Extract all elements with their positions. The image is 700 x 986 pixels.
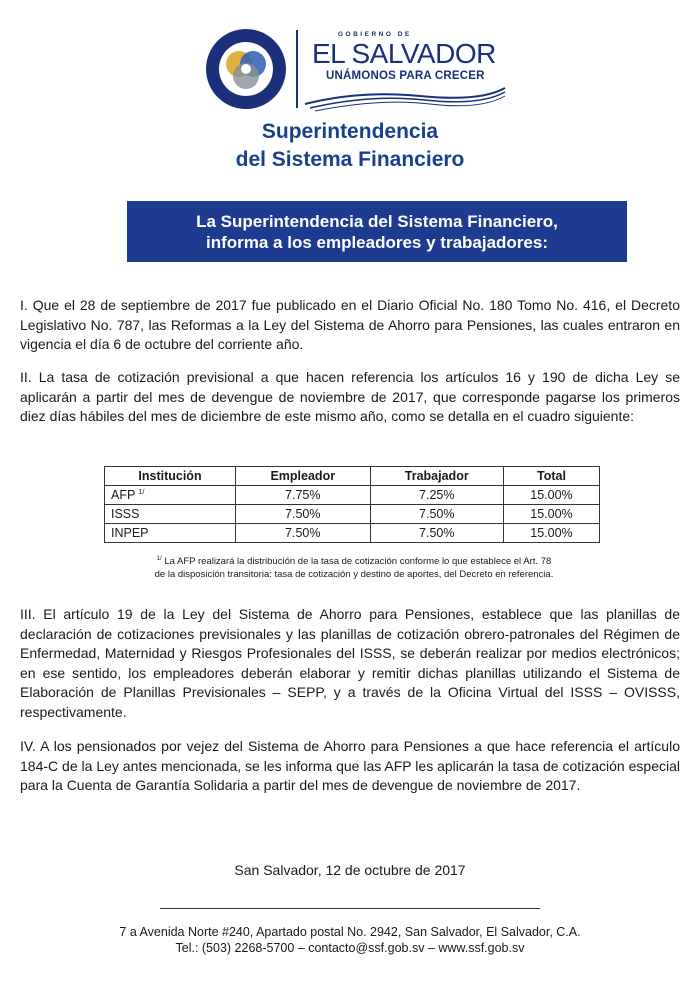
header-institution: Institución — [105, 467, 236, 486]
paragraph-2: II. La tasa de cotización previsional a que hacen referencia los artículos 16 y 190 de dicha Ley se aplicarán a partir del mes de devengue de noviembre de 2017, que corresponde pagarse los primeros diez días hábiles del mes de diciembre de este mismo año, como se detalla en el cuadro siguiente: — [20, 369, 680, 424]
gov-slogan: UNÁMONOS PARA CRECER — [326, 70, 485, 82]
footnote-marker: 1/ — [138, 488, 145, 496]
paragraph-1: I. Que el 28 de septiembre de 2017 fue publicado en el Diario Oficial No. 180 Tomo No. 416, el Decreto Legislativo No. 787, las Reformas a la Ley del Sistema de Ahorro para Pensiones, las cuales entraron en vigencia el día 6 de octubre del corriente año. — [20, 297, 680, 352]
row-employer: 7.75% — [236, 486, 371, 505]
organization-name — [0, 118, 700, 174]
footnote-marker: 1/ — [156, 556, 162, 562]
table-row — [105, 524, 600, 543]
row-institution — [105, 486, 236, 505]
gov-name: EL SALVADOR — [312, 38, 496, 69]
institution-label: AFP — [111, 488, 136, 502]
banner-line2: informa a los empleadores y trabajadores: — [205, 232, 548, 252]
gov-small-text: GOBIERNO DE — [338, 31, 412, 38]
footnote-line2: de la disposición transitoria: tasa de cotización y destino de aportes, del Decreto en referencia. — [154, 569, 554, 581]
contribution-rates-table — [104, 466, 600, 543]
org-name-line2: del Sistema Financiero — [235, 148, 465, 171]
table-row — [105, 505, 600, 524]
header-worker: Trabajador — [370, 467, 503, 486]
address-line1: 7 a Avenida Norte #240, Apartado postal No. 2942, San Salvador, El Salvador, C.A. — [119, 925, 581, 939]
row-employer: 7.50% — [236, 524, 371, 543]
table-row — [105, 486, 600, 505]
ssf-seal-logo — [205, 28, 287, 110]
table-footnote — [104, 553, 604, 581]
banner-line1: La Superintendencia del Sistema Financiero, — [196, 211, 558, 231]
header-divider — [296, 30, 298, 108]
paragraph-4: IV. A los pensionados por vejez del Sistema de Ahorro para Pensiones a que hace referencia el artículo 184-C de la Ley antes mencionada, se les informa que las AFP les aplicarán la tasa de cotización especial para la Cuenta de Garantía Solidaria a partir del mes de devengue de noviembre de 2017. — [20, 738, 680, 793]
place-and-date: San Salvador, 12 de octubre de 2017 — [234, 862, 466, 878]
address-line2: Tel.: (503) 2268-5700 – contacto@ssf.gob.sv – www.ssf.gob.sv — [175, 941, 525, 955]
org-name-line1: Superintendencia — [261, 120, 439, 143]
row-worker: 7.50% — [370, 524, 503, 543]
footnote-line1 — [104, 553, 604, 568]
table-header-row — [105, 467, 600, 486]
wave-lines-icon — [300, 82, 510, 112]
row-total: 15.00% — [503, 505, 599, 524]
row-employer: 7.50% — [236, 505, 371, 524]
row-worker: 7.50% — [370, 505, 503, 524]
footer-rule — [160, 908, 540, 909]
announcement-banner — [127, 201, 627, 262]
row-worker: 7.25% — [370, 486, 503, 505]
letterhead — [0, 0, 700, 120]
row-institution: INPEP — [105, 524, 236, 543]
row-total: 15.00% — [503, 486, 599, 505]
paragraph-3: III. El artículo 19 de la Ley del Sistema de Ahorro para Pensiones, establece que las planillas de declaración de cotizaciones previsionales y las planillas de cotización obrero-patronales del Régimen de Enfermedad, Maternidad y Riesgos Profesionales del ISSS, se deberán realizar por medios electrónicos; en ese sentido, los empleadores deberán elaborar y remitir dichas planillas utilizando el Sistema de Elaboración de Planillas Previsionales – SEPP, y a través de la Oficina Virtual del ISSS – OVISSS, respectivamente. — [20, 606, 680, 720]
footer-address — [0, 924, 700, 956]
row-total: 15.00% — [503, 524, 599, 543]
row-institution: ISSS — [105, 505, 236, 524]
header-employer: Empleador — [236, 467, 371, 486]
footnote-text-1: La AFP realizará la distribución de la tasa de cotización conforme lo que establece el Art. 78 — [164, 556, 552, 568]
header-total: Total — [503, 467, 599, 486]
